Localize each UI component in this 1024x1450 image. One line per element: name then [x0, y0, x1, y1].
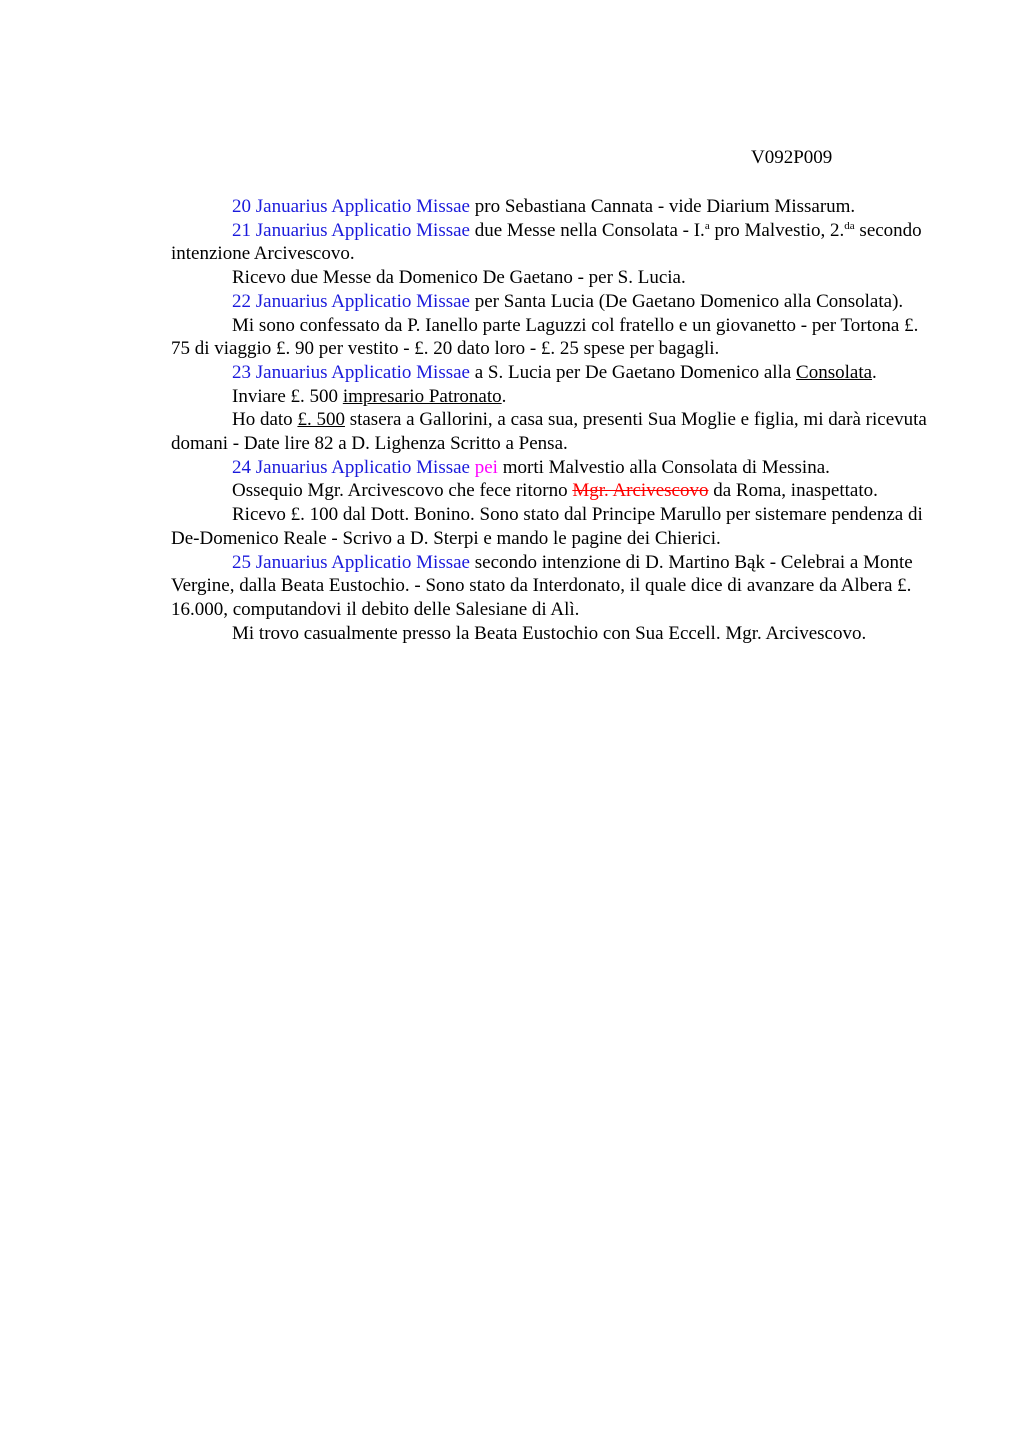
underlined-text: £. 500: [297, 409, 345, 431]
entry-text: Ricevo £. 100 dal Dott. Bonino. Sono stato dal Principe Marullo per sistemare pendenza di De-Domenico Reale - Scrivo a D. Sterpi e mando le pagine dei Chierici.: [171, 504, 923, 549]
entry-text: secondo intenzione Arcivescovo.: [171, 219, 922, 265]
diary-entry-21-january: [171, 219, 931, 266]
diary-body: [171, 195, 931, 645]
diary-note-confessione: [171, 314, 931, 361]
entry-text: Ho dato: [232, 409, 298, 431]
entry-text: due Messe nella Consolata - I.: [470, 219, 705, 241]
diary-note-ricevo: [171, 503, 931, 550]
entry-date: 20 Januarius Applicatio Missae: [232, 196, 470, 217]
entry-text: Inviare £. 500: [232, 385, 343, 407]
entry-date: 25 Januarius Applicatio Missae: [232, 551, 470, 573]
entry-text: Ossequio Mgr. Arcivescovo che fece ritorno: [232, 480, 573, 502]
entry-text: a S. Lucia per De Gaetano Domenico alla: [470, 361, 797, 383]
underlined-text: Consolata: [796, 361, 873, 383]
diary-note-ossequio: [171, 479, 931, 503]
diary-entry-25-january: [171, 551, 931, 622]
entry-date: 22 Januarius Applicatio Missae: [232, 290, 470, 312]
entry-text: Mi trovo casualmente presso la Beata Eustochio con Sua Eccell. Mgr. Arcivescovo.: [232, 622, 867, 644]
entry-text: per Santa Lucia (De Gaetano Domenico alla Consolata).: [470, 290, 904, 312]
entry-date: 21 Januarius Applicatio Missae: [232, 219, 470, 241]
diary-note-inviare: [171, 385, 931, 409]
entry-text: Ricevo due Messe da Domenico De Gaetano - per S. Lucia.: [232, 267, 686, 289]
entry-text: stasera a Gallorini, a casa sua, presenti Sua Moglie e figlia, mi darà ricevuta domani - Date lire 82 a D. Lighenza Scritto a Pensa.: [171, 409, 927, 455]
entry-text: pro Malvestio, 2.: [709, 219, 845, 241]
diary-note-ho-dato: [171, 408, 931, 455]
diary-note-messe: [171, 266, 931, 290]
entry-date: 24 Januarius Applicatio Missae: [232, 456, 470, 478]
entry-text: .: [501, 385, 507, 407]
inserted-text: pei: [474, 456, 498, 478]
diary-entry-20-january: [171, 195, 931, 219]
page-identifier: V092P009: [751, 147, 833, 168]
entry-text: morti Malvestio alla Consolata di Messina.: [497, 456, 830, 478]
deleted-text: Mgr. Arcivescovo: [572, 480, 709, 502]
underlined-text: impresario Patronato: [342, 385, 502, 407]
entry-text: .: [872, 361, 877, 383]
diary-entry-23-january: [171, 361, 931, 385]
diary-note-mi-trovo: [171, 622, 931, 646]
entry-text: Mi sono confessato da P. Ianello parte Laguzzi col fratello e un giovanetto - per Tortona £. 75 di viaggio £. 90 per vestito - £. 20 dato loro - £. 25 spese per bagagli.: [171, 314, 919, 360]
ordinal-superscript: da: [844, 219, 855, 232]
diary-entry-22-january: [171, 290, 931, 314]
diary-entry-24-january: [171, 456, 931, 480]
entry-text: pro Sebastiana Cannata - vide Diarium Missarum.: [470, 196, 856, 217]
ordinal-superscript: a: [704, 219, 710, 232]
entry-text: da Roma, inaspettato.: [708, 480, 878, 502]
entry-text: secondo intenzione di D. Martino Bąk - Celebrai a Monte Vergine, dalla Beata Eustochio. - Sono stato da Interdonato, il quale dice di avanzare da Albera £. 16.000, computandovi il debito delle Salesiane di Alì.: [171, 551, 913, 620]
entry-date: 23 Januarius Applicatio Missae: [232, 361, 470, 383]
